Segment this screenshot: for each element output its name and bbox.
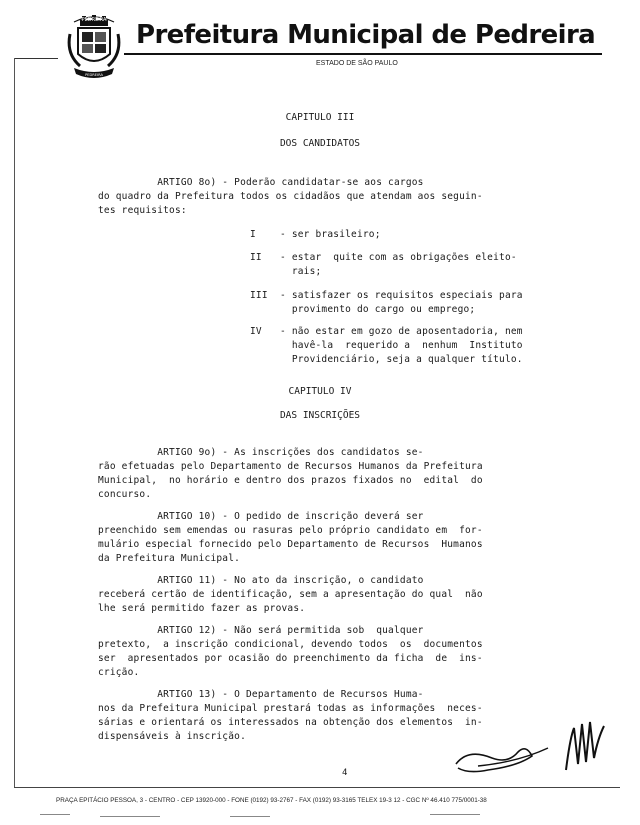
- article-10-line-2: preenchido sem emendas ou rasuras pelo próprio candidato em for-: [98, 525, 483, 536]
- item-iv-line-3: Providenciário, seja a qualquer título.: [280, 354, 523, 365]
- article-12-line-4: crição.: [98, 667, 140, 678]
- item-iv-num: IV: [250, 326, 262, 337]
- item-iv-line-2: havê-la requerido a nenhum Instituto: [280, 340, 523, 351]
- article-8-line-3: tes requisitos:: [98, 205, 187, 216]
- item-i-line-1: - ser brasileiro;: [280, 229, 381, 240]
- item-ii-num: II: [250, 252, 262, 263]
- scan-mark: [100, 816, 160, 817]
- article-13-line-2: nos da Prefeitura Municipal prestará todas as informações neces-: [98, 703, 483, 714]
- item-i-num: I: [250, 229, 256, 240]
- article-10-line-1: ARTIGO 10) - O pedido de inscrição deverá ser: [98, 511, 424, 522]
- crest-bottom-text: PEDREIRA: [85, 73, 103, 77]
- article-11-line-3: lhe será permitido fazer as provas.: [98, 603, 306, 614]
- article-13-line-1: ARTIGO 13) - O Departamento de Recursos Huma-: [98, 689, 424, 700]
- article-9-line-2: rão efetuadas pelo Departamento de Recursos Humanos da Prefeitura: [98, 461, 483, 472]
- crest-top-text: PEDREIRA: [81, 17, 107, 23]
- article-9-line-4: concurso.: [98, 489, 152, 500]
- scan-mark: [230, 816, 270, 817]
- chapter-4-subtitle: DAS INSCRIÇÕES: [279, 410, 361, 421]
- coat-of-arms-icon: [66, 10, 122, 84]
- article-13-line-3: sárias e orientará os interessados na obtenção dos elementos in-: [98, 717, 483, 728]
- item-iv-line-1: - não estar em gozo de aposentadoria, nem: [280, 326, 523, 337]
- article-9-line-1: ARTIGO 9o) - As inscrições dos candidatos se-: [98, 447, 424, 458]
- article-11-line-2: receberá certão de identificação, sem a apresentação do qual não: [98, 589, 483, 600]
- footer-address: PRAÇA EPITÁCIO PESSOA, 3 - CENTRO - CEP 13920-000 - FONE (0192) 93-2767 - FAX (0192) 93-3165 TELEX 19-3 12 - CGC Nº 46.410 775/0001-38: [56, 797, 487, 804]
- chapter-3-title: CAPITULO III: [285, 112, 355, 123]
- item-iii-num: III: [250, 290, 268, 301]
- item-ii-line-1: - estar quite com as obrigações eleito-: [280, 252, 517, 263]
- article-9-line-3: Municipal, no horário e dentro dos prazos fixados no edital do: [98, 475, 483, 486]
- article-8-line-2: do quadro da Prefeitura todos os cidadãos que atendam aos seguin-: [98, 191, 483, 202]
- scan-mark: [430, 814, 480, 815]
- state-subtitle: ESTADO DE SÃO PAULO: [316, 60, 398, 67]
- left-margin-line: [14, 58, 15, 787]
- scan-mark: [40, 814, 70, 815]
- article-10-line-4: da Prefeitura Municipal.: [98, 553, 241, 564]
- article-12-line-3: ser apresentados por ocasião do preenchimento da ficha de ins-: [98, 653, 483, 664]
- article-10-line-3: mulário especial fornecido pelo Departamento de Recursos Humanos: [98, 539, 483, 550]
- article-13-line-4: dispensáveis à inscrição.: [98, 731, 246, 742]
- article-12-line-1: ARTIGO 12) - Não será permitida sob qualquer: [98, 625, 424, 636]
- handwritten-signature: [448, 718, 618, 782]
- item-iii-line-1: - satisfazer os requisitos especiais para: [280, 290, 523, 301]
- article-12-line-2: pretexto, a inscrição condicional, devendo todos os documentos: [98, 639, 483, 650]
- header-rule: [124, 53, 602, 55]
- header-rule-left: [14, 58, 58, 59]
- article-8-line-1: ARTIGO 8o) - Poderão candidatar-se aos cargos: [98, 177, 424, 188]
- page-number: 4: [342, 768, 348, 778]
- item-ii-line-2: rais;: [280, 266, 322, 277]
- footer-rule: [14, 787, 620, 788]
- item-iii-line-2: provimento do cargo ou emprego;: [280, 304, 476, 315]
- chapter-4-title: CAPITULO IV: [288, 386, 352, 397]
- page-title: Prefeitura Municipal de Pedreira: [136, 20, 596, 50]
- article-11-line-1: ARTIGO 11) - No ato da inscrição, o candidato: [98, 575, 424, 586]
- chapter-3-subtitle: DOS CANDIDATOS: [279, 138, 361, 149]
